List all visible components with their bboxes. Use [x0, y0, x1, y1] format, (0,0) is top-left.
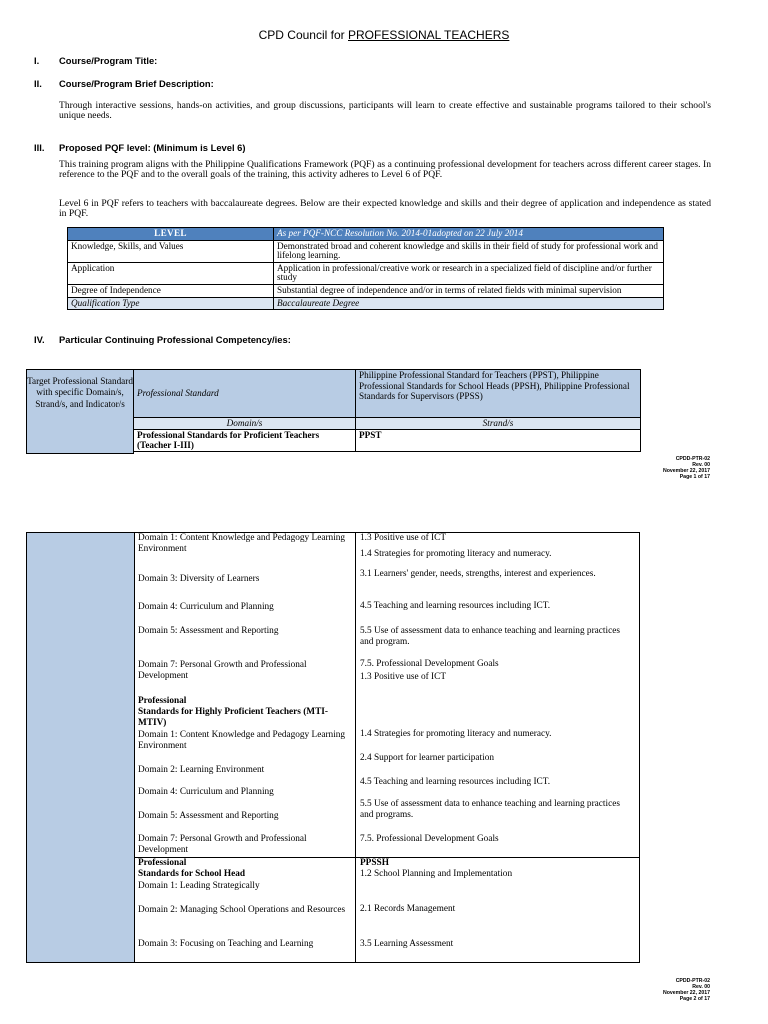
standard-heading: Professional [138, 696, 187, 706]
domain-header: Domain/s [134, 418, 356, 430]
section-course-title: I. Course/Program Title: [34, 55, 158, 66]
pqf-paragraph-1: This training program aligns with the Philippine Qualifications Framework (PQF) as a continuing professional development for teachers across different career stages. In reference to the PQF and to the overall goals of the training, this activity adheres to Level 6 of PQF. [59, 159, 711, 181]
domain-item: Domain 7: Personal Growth and Professional Development [138, 834, 307, 855]
strand-item: 2.4 Support for learner participation [360, 753, 494, 763]
strand-item: 1.3 Positive use of ICT [360, 672, 446, 682]
target-standard-box: Target Professional Standard with specific Domain/s, Strand/s, and Indicator/s [26, 369, 134, 454]
target-standard-column [26, 532, 135, 963]
domain-item: Domain 7: Personal Growth and Professional Development [138, 660, 307, 681]
proficient-teachers-standard: Professional Standards for Proficient Teachers (Teacher I-III) [134, 429, 356, 451]
section-competencies: IV. Particular Continuing Professional Competency/ies: [34, 334, 291, 345]
document-page-1 [0, 0, 768, 480]
strand-item: 4.5 Teaching and learning resources including ICT. [360, 777, 551, 787]
competency-table [133, 369, 641, 452]
domain-item: Domain 2: Learning Environment [138, 765, 265, 775]
page-footer: CPDD-PTR-02 Rev. 00 November 22, 2017 Page 2 of 17 [662, 978, 710, 1002]
pqf-row-value: Substantial degree of independence and/or in terms of related fields with minimal supervision [274, 284, 664, 297]
pqf-header-level: LEVEL [68, 228, 274, 241]
domain-item: Domain 1: Content Knowledge and Pedagogy Learning Environment [138, 730, 346, 751]
domain-item: Domain 4: Curriculum and Planning [138, 787, 274, 797]
strand-item: 5.5 Use of assessment data to enhance teaching and learning practices and programs. [360, 799, 620, 820]
strand-item: 7.5. Professional Development Goals [360, 659, 499, 669]
strand-item: 1.2 School Planning and Implementation [360, 869, 513, 879]
pqf-paragraph-2: Level 6 in PQF refers to teachers with baccalaureate degrees. Below are their expected knowledge and skills and their degree of application and independence as stated in PQF. [59, 198, 711, 220]
domain-item: Domain 5: Assessment and Reporting [138, 626, 279, 636]
domain-item: Domain 1: Leading Strategically [138, 881, 260, 891]
pqf-qualification-type-label: Qualification Type [68, 297, 274, 310]
standard-heading: Standards for School Head [138, 869, 246, 879]
pqf-row-label: Application [68, 262, 274, 284]
strand-item: 1.4 Strategies for promoting literacy and numeracy. [360, 729, 552, 739]
domain-item: Domain 5: Assessment and Reporting [138, 811, 279, 821]
pqf-row-label: Knowledge, Skills, and Values [68, 240, 274, 262]
standard-heading: Professional [138, 858, 187, 868]
strand-item: 5.5 Use of assessment data to enhance teaching and learning practices and program. [360, 626, 620, 647]
page-footer: CPDD-PTR-02 Rev. 00 November 22, 2017 Page 1 of 17 [662, 456, 710, 480]
strand-item: 4.5 Teaching and learning resources including ICT. [360, 601, 551, 611]
domain-item: Domain 4: Curriculum and Planning [138, 602, 274, 612]
section-brief-description: II. Course/Program Brief Description: [34, 78, 214, 89]
strand-header: Strand/s [356, 418, 641, 430]
strand-item: 3.5 Learning Assessment [360, 939, 454, 949]
pqf-row-label: Degree of Independence [68, 284, 274, 297]
pqf-row-value: Application in professional/creative work or research in a specialized field of discipline and/or further study [274, 262, 664, 284]
ppssh-label: PPSSH [360, 858, 389, 868]
ppst-label: PPST [356, 429, 641, 451]
domain-item: Domain 3: Focusing on Teaching and Learning [138, 939, 314, 949]
domain-item: Domain 3: Diversity of Learners [138, 574, 260, 584]
description-paragraph: Through interactive sessions, hands-on activities, and group discussions, participants will learn to create effective and sustainable programs tailored to their school's unique needs. [59, 100, 711, 122]
pqf-header-resolution: As per PQF-NCC Resolution No. 2014-01adopted on 22 July 2014 [274, 228, 664, 241]
strand-item: 7.5. Professional Development Goals [360, 834, 499, 844]
page-title: CPD Council for PROFESSIONAL TEACHERS [258, 28, 510, 42]
strand-item: 3.1 Learners' gender, needs, strengths, interest and experiences. [360, 569, 596, 579]
strand-item: 1.3 Positive use of ICT [360, 533, 446, 543]
strand-item: 1.4 Strategies for promoting literacy and numeracy. [360, 549, 552, 559]
pqf-qualification-type-value: Baccalaureate Degree [274, 297, 664, 310]
column-divider [355, 532, 356, 963]
pqf-level-table [67, 227, 664, 310]
professional-standard-label: Professional Standard [134, 370, 356, 418]
domain-item: Domain 2: Managing School Operations and Resources [138, 905, 346, 915]
domain-item: Domain 1: Content Knowledge and Pedagogy Learning Environment [138, 533, 346, 554]
standard-heading: Standards for Highly Proficient Teachers (MTI-MTIV) [138, 707, 328, 728]
strand-item: 2.1 Records Management [360, 904, 456, 914]
professional-standard-value: Philippine Professional Standard for Teachers (PPST), Philippine Professional Standards for School Heads (PPSH), Philippine Professional Standards for Supervisors (PPSS) [356, 370, 641, 418]
pqf-row-value: Demonstrated broad and coherent knowledge and skills in their field of study for professional work and lifelong learning. [274, 240, 664, 262]
section-pqf-level: III. Proposed PQF level: (Minimum is Level 6) [34, 142, 246, 153]
